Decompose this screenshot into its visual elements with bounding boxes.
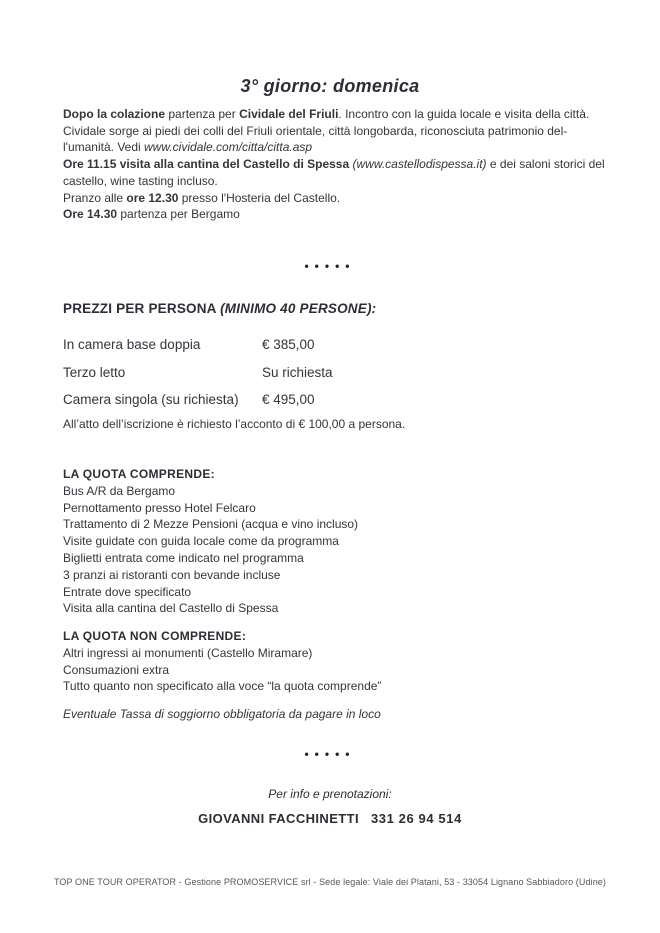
list-item: Visita alla cantina del Castello di Spessa <box>63 601 279 616</box>
text-segment: Cividale del Friuli <box>239 107 339 121</box>
price-row <box>63 331 483 359</box>
text-segment: (www.castellodispessa.it) <box>352 157 487 172</box>
price-value: € 495,00 <box>262 392 315 408</box>
price-table <box>63 331 483 414</box>
text-segment: PREZZI PER PERSONA <box>63 301 221 316</box>
excluded-section <box>63 628 605 695</box>
contact-intro: Per info e prenotazioni: <box>268 787 392 801</box>
text-segment: Ore 11.15 visita alla cantina del Castello di Spessa <box>63 157 350 172</box>
dots-separator: ••••• <box>304 259 356 273</box>
text-segment: (MINIMO 40 PERSONE): <box>220 301 377 316</box>
paragraph-line <box>63 139 605 156</box>
paragraph-line <box>63 106 605 123</box>
included-heading: LA QUOTA COMPRENDE: <box>63 467 215 481</box>
paragraph-line <box>63 206 605 223</box>
paragraph-line <box>63 173 605 190</box>
text-segment: partenza per <box>165 107 240 121</box>
contact-name: GIOVANNI FACCHINETTI <box>198 811 359 826</box>
text-segment: partenza per Bergamo <box>117 207 240 222</box>
included-section <box>63 466 605 617</box>
excluded-list <box>63 645 605 695</box>
list-item: 3 pranzi ai ristoranti con bevande incluse <box>63 567 281 582</box>
excluded-heading: LA QUOTA NON COMPRENDE: <box>63 629 247 643</box>
deposit-note: All’atto dell’iscrizione è richiesto l’acconto di € 100,00 a persona. <box>63 417 406 431</box>
page-footer: TOP ONE TOUR OPERATOR - Gestione PROMOSERVICE srl - Sede legale: Viale dei Platani, 53 - 33054 Lignano Sabbiadoro (Udine) <box>53 877 607 887</box>
text-segment: Ore 14.30 <box>63 207 118 222</box>
list-item: Visite guidate con guida locale come da programma <box>63 534 339 549</box>
text-segment: www.cividale.com/citta/citta.asp <box>144 140 313 155</box>
list-item: Pernottamento presso Hotel Felcaro <box>63 500 256 515</box>
prices-heading <box>63 301 376 316</box>
text-segment: ore 12.30 <box>126 190 179 205</box>
paragraph-line <box>63 123 605 140</box>
text-segment: e dei saloni storici del <box>486 157 605 172</box>
price-label: Camera singola (su richiesta) <box>63 392 239 408</box>
included-list <box>63 483 605 617</box>
list-item: Consumazioni extra <box>63 662 170 677</box>
dots-separator: ••••• <box>304 747 356 761</box>
list-item: Altri ingressi ai monumenti (Castello Miramare) <box>63 645 313 660</box>
text-segment: l'umanità. Vedi <box>63 140 145 155</box>
page-title: 3° giorno: domenica <box>240 76 420 96</box>
text-segment: Pranzo alle <box>63 190 127 205</box>
paragraph-line <box>63 156 605 173</box>
tax-note: Eventuale Tassa di soggiorno obbligatoria da pagare in loco <box>63 707 381 721</box>
price-row <box>63 359 483 387</box>
text-segment: Dopo la colazione <box>63 107 166 121</box>
contact-line <box>0 811 660 826</box>
text-segment: . Incontro con la guida locale e visita della città. <box>338 107 590 121</box>
price-row <box>63 386 483 414</box>
text-segment: Cividale sorge ai piedi dei colli del Friuli orientale, città longobarda, riconosciuta patrimonio del- <box>63 123 568 138</box>
list-item: Entrate dove specificato <box>63 584 192 599</box>
list-item: Trattamento di 2 Mezze Pensioni (acqua e vino incluso) <box>63 517 359 532</box>
list-item: Bus A/R da Bergamo <box>63 483 176 498</box>
list-item: Tutto quanto non specificato alla voce “la quota comprende” <box>63 679 382 694</box>
text-segment: presso l'Hosteria del Castello. <box>178 190 341 205</box>
contact-phone: 331 26 94 514 <box>370 811 462 826</box>
price-label: In camera base doppia <box>63 337 201 353</box>
itinerary-paragraph <box>63 106 605 223</box>
text-segment: castello, wine tasting incluso. <box>63 173 218 188</box>
paragraph-line <box>63 190 605 207</box>
price-value: Su richiesta <box>262 364 333 380</box>
list-item: Biglietti entrata come indicato nel programma <box>63 550 304 565</box>
price-value: € 385,00 <box>262 337 315 353</box>
price-label: Terzo letto <box>63 364 126 380</box>
